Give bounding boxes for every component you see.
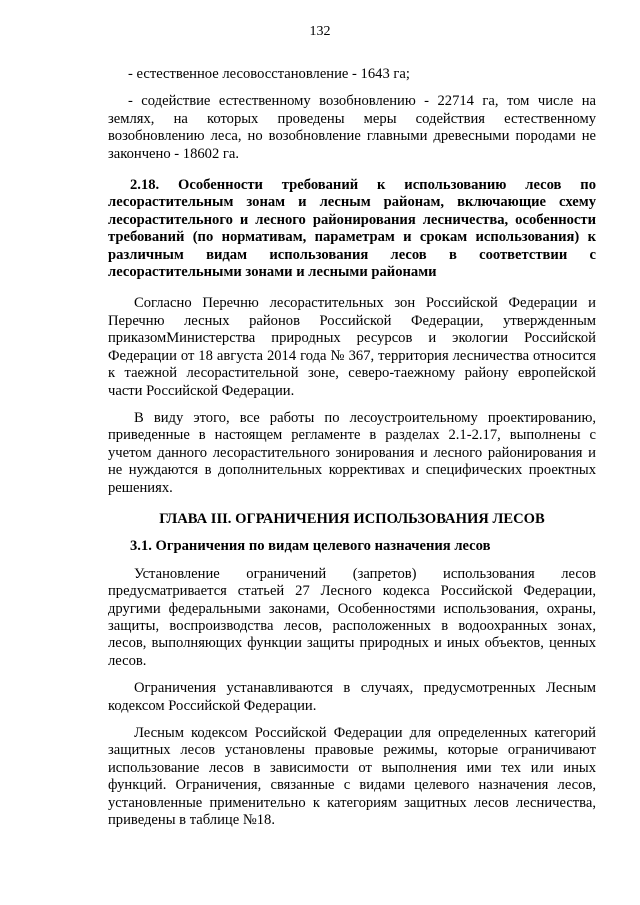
chapter-title: ГЛАВА III. ОГРАНИЧЕНИЯ ИСПОЛЬЗОВАНИЯ ЛЕСОВ bbox=[159, 510, 545, 527]
section-title-3-1: 3.1. Ограничения по видам целевого назначения лесов bbox=[130, 538, 491, 555]
bullet-paragraph-1: - естественное лесовосстановление - 1643 га; bbox=[128, 66, 410, 82]
paragraph-restrictions-basis: Установление ограничений (запретов) использования лесов предусматривается статьей 27 Лесного кодекса Российской Федерации, другими федеральными законами, Особенностями использования, охраны, защиты, воспроизводства лесов, расположенных в водоохранных зонах, лесов, выполняющих функции защиты природных и иных объектов, ценных лесов. bbox=[108, 565, 596, 669]
page-number: 132 bbox=[309, 24, 331, 39]
paragraph-zones-list: Согласно Перечню лесорастительных зон Российской Федерации и Перечню лесных районов Российской Федерации, утвержденным приказомМинистерства природных ресурсов и экологии Российской Федерации от 18 августа 2014 года № 367, территория лесничества относится к таежной лесорастительной зоне, северо-таежному району европейской части Российской Федерации. bbox=[108, 295, 596, 399]
bullet-paragraph-2: - содействие естественному возобновлению - 22714 га, том числе на землях, на которых проведены меры содействия естественному возобновлению леса, но возобновление главными древесными породами не закончено - 18602 га. bbox=[108, 93, 596, 162]
paragraph-restrictions-cases: Ограничения устанавливаются в случаях, предусмотренных Лесным кодексом Российской Федерации. bbox=[108, 680, 596, 714]
page-content bbox=[108, 66, 596, 829]
paragraph-legal-regimes: Лесным кодексом Российской Федерации для определенных категорий защитных лесов установлены правовые режимы, которые ограничивают использование лесов в зависимости от выполнения ими тех или иных функций. Ограничения, связанные с видами целевого назначения лесов, установленные применительно к категориям защитных лесов лесничества, приведены в таблице №18. bbox=[108, 725, 596, 829]
paragraph-design-works: В виду этого, все работы по лесоустроительному проектированию, приведенные в настоящем регламенте в разделах 2.1-2.17, выполнены с учетом данного лесорастительного зонирования и лесного районирования и не нуждаются в дополнительных коррективах и специфических проектных решениях. bbox=[108, 409, 596, 496]
section-heading-2-18: 2.18. Особенности требований к использованию лесов по лесорастительным зонам и лесным районам, включающие схему лесорастительного и лесного районирования лесничества, особенности требований (по нормативам, параметрам и срокам использования) к различным видам использования лесов в соответствии с лесорастительными зонами и лесными районами bbox=[108, 177, 596, 281]
